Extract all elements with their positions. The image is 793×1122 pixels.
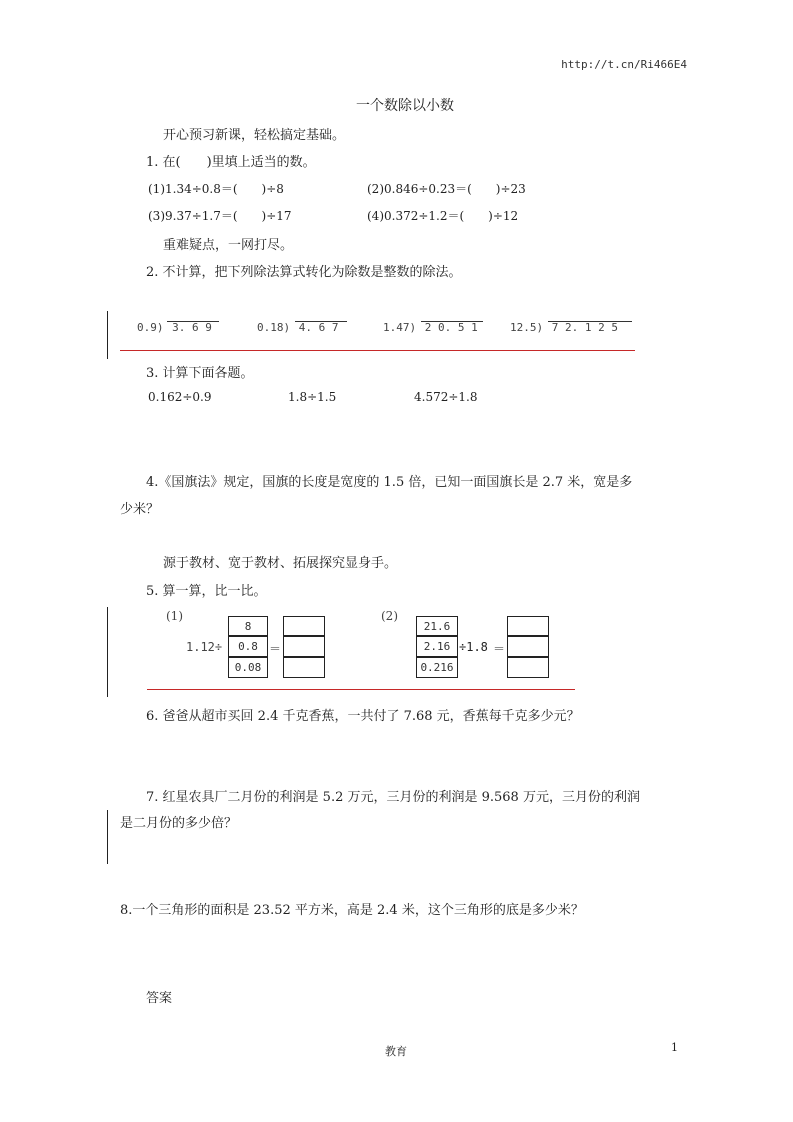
q7-line-2: 是二月份的多少倍？ <box>120 816 238 831</box>
dividend: 4. 6 7 <box>298 321 339 334</box>
q5-stem: 5. 算一算，比一比。 <box>146 584 267 599</box>
q7-line-1: 7. 红星农具厂二月份的利润是 5.2 万元，三月份的利润是 9.568 万元，三月份的利润 <box>146 790 640 805</box>
q1-item-4: (4)0.372÷1.2＝( )÷12 <box>367 209 519 223</box>
q4-line-2: 少米？ <box>120 502 160 517</box>
divisor: 0.9 <box>137 321 157 334</box>
q5-part2-answer-3[interactable] <box>507 657 549 678</box>
divisor: 12.5 <box>510 321 537 334</box>
q4-line-1: 4.《国旗法》规定，国旗的长度是宽度的 1.5 倍，已知一面国旗长是 2.7 米，宽是多 <box>146 475 633 490</box>
division-bar <box>421 321 483 322</box>
q6-text: 6. 爸爸从超市买回 2.4 千克香蕉，一共付了 7.68 元，香蕉每千克多少元？ <box>146 709 580 724</box>
q5-part1-divisor-1: 8 <box>228 616 268 636</box>
page-title: 一个数除以小数 <box>356 98 454 114</box>
red-rule-1 <box>120 350 635 351</box>
q5-part2-dividend-1: 21.6 <box>416 616 458 636</box>
dividend: 7 2. 1 2 5 <box>551 321 618 334</box>
division-bar <box>167 321 219 322</box>
footer-center: 教育 <box>385 1045 407 1058</box>
q3-item-2: 1.8÷1.5 <box>288 390 337 404</box>
q2-stem: 2. 不计算，把下列除法算式转化为除数是整数的除法。 <box>146 265 462 280</box>
q1-item-2: (2)0.846÷0.23＝( )÷23 <box>367 182 526 196</box>
division-bar <box>548 321 632 322</box>
q3-item-3: 4.572÷1.8 <box>414 390 478 404</box>
q5-part1-answer-3[interactable] <box>283 657 325 678</box>
section-extend: 源于教材、宽于教材、拓展探究显身手。 <box>163 556 398 571</box>
q5-part2-dividend-3: 0.216 <box>416 657 458 678</box>
long-division-4: 12.5) 7 2. 1 2 5 <box>510 321 640 341</box>
divisor: 1.47 <box>383 321 410 334</box>
page-number: 1 <box>671 1041 678 1054</box>
q5-part1-answer-1[interactable] <box>283 616 325 636</box>
q1-item-1: (1)1.34÷0.8＝( )÷8 <box>148 182 284 196</box>
q1-item-3: (3)9.37÷1.7＝( )÷17 <box>148 209 292 223</box>
q5-part1-answer-2[interactable] <box>283 636 325 657</box>
q5-part1-dividend: 1.12÷ <box>186 640 223 654</box>
q5-part2-answer-1[interactable] <box>507 616 549 636</box>
long-division-2: 0.18) 4. 6 7 <box>257 321 357 341</box>
division-bar <box>295 321 347 322</box>
long-division-3: 1.47) 2 0. 5 1 <box>383 321 493 341</box>
divisor: 0.18 <box>257 321 284 334</box>
q5-part1-divisor-3: 0.08 <box>228 657 268 678</box>
q3-item-1: 0.162÷0.9 <box>148 390 212 404</box>
header-url: http://t.cn/Ri466E4 <box>561 58 687 71</box>
q5-part1-divisor-2: 0.8 <box>228 636 268 657</box>
dividend: 2 0. 5 1 <box>424 321 478 334</box>
q5-part2-equals: ＝ <box>493 642 506 656</box>
q8-text: 8.一个三角形的面积是 23.52 平方米，高是 2.4 米，这个三角形的底是多少米？ <box>120 903 584 918</box>
section-preview: 开心预习新课，轻松搞定基础。 <box>163 128 346 143</box>
q5-part1-equals: ＝ <box>269 642 282 656</box>
q5-part2-divisor: ÷1.8 <box>459 640 488 654</box>
dividend: 3. 6 9 <box>172 321 212 334</box>
q5-part2-label: (2) <box>381 609 398 623</box>
margin-bar-1 <box>107 311 108 359</box>
margin-bar-2 <box>107 607 108 697</box>
section-answer: 答案 <box>146 991 173 1006</box>
q3-stem: 3. 计算下面各题。 <box>146 366 254 381</box>
red-rule-2 <box>147 689 575 690</box>
long-division-1: 0.9) 3. 6 9 <box>137 321 237 341</box>
margin-bar-3 <box>107 810 108 864</box>
section-difficult: 重难疑点，一网打尽。 <box>163 238 294 253</box>
q1-stem: 1. 在( )里填上适当的数。 <box>146 155 316 170</box>
q5-part1-label: (1) <box>166 609 183 623</box>
q5-part2-answer-2[interactable] <box>507 636 549 657</box>
q5-part2-dividend-2: 2.16 <box>416 636 458 657</box>
